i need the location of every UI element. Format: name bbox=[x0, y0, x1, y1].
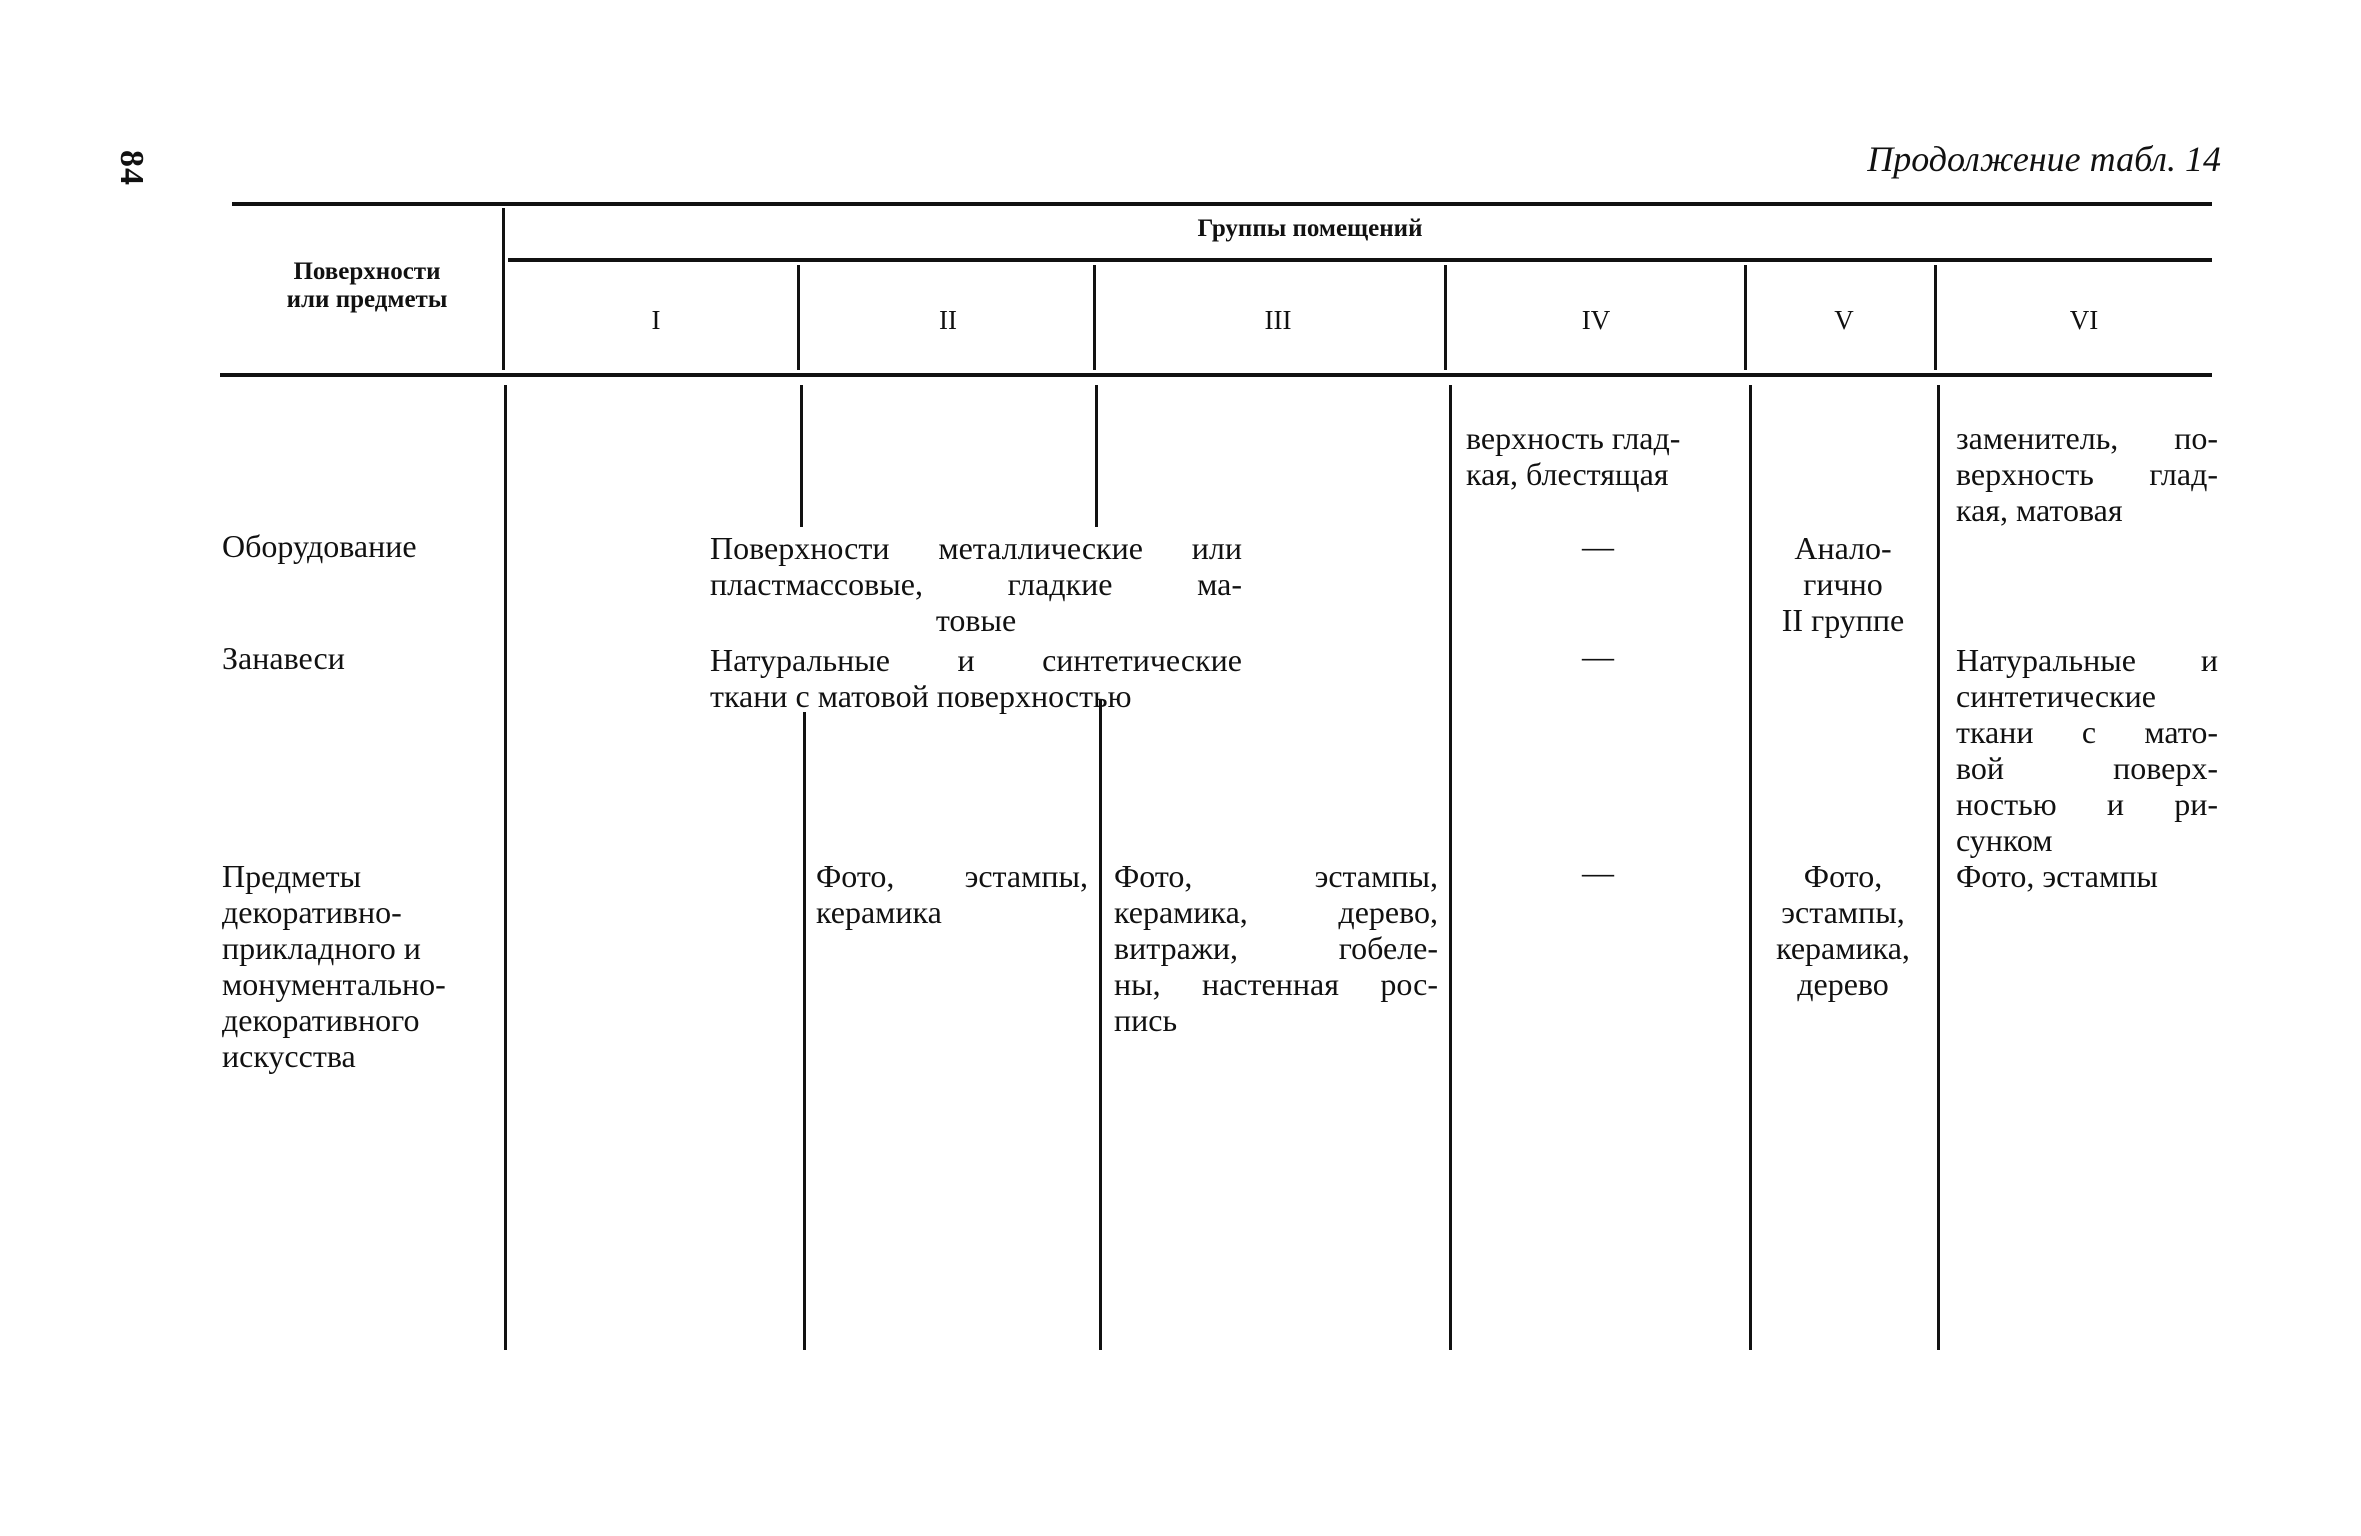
cell-decorative-group3 bbox=[1114, 858, 1438, 1038]
cell-line: Анало- bbox=[1794, 530, 1892, 566]
cell-line: Фото, bbox=[1803, 858, 1883, 894]
body-col-divider bbox=[1449, 385, 1452, 1350]
cell-line: ны, настенная рос- bbox=[1114, 966, 1438, 1002]
cell-line: верхность глад- bbox=[1466, 420, 1681, 456]
header-group-4: IV bbox=[1581, 305, 1611, 335]
header-group-1: I bbox=[651, 305, 661, 335]
cell-line: пись bbox=[1114, 1002, 1178, 1038]
cell-equipment-groups-1-3 bbox=[710, 530, 1242, 638]
header-line: или предметы bbox=[286, 285, 448, 313]
header-bottom-rule bbox=[220, 373, 2212, 377]
cell-line: верхность глад- bbox=[1956, 456, 2218, 492]
cell-group6-continuation bbox=[1956, 420, 2218, 528]
cell-curtains-group4: — bbox=[1582, 638, 1614, 674]
table-top-rule bbox=[232, 202, 2212, 206]
cell-line: вой поверх- bbox=[1956, 750, 2218, 786]
cell-curtains-group6 bbox=[1956, 642, 2218, 858]
cell-line: дерево bbox=[1797, 966, 1889, 1002]
cell-line: Фото, эстампы, bbox=[1114, 858, 1438, 894]
cell-group4-continuation bbox=[1466, 420, 1736, 492]
cell-decorative-group2 bbox=[816, 858, 1088, 930]
cell-line: кая, матовая bbox=[1956, 492, 2123, 528]
body-col-divider bbox=[1099, 700, 1102, 1350]
cell-line: прикладного и bbox=[222, 930, 421, 966]
row-label-equipment: Оборудование bbox=[222, 528, 417, 564]
header-col-divider bbox=[1444, 265, 1447, 370]
cell-line: заменитель, по- bbox=[1956, 420, 2218, 456]
cell-line: синтетические bbox=[1956, 678, 2156, 714]
table-continuation-label: Продолжение табл. 14 bbox=[1867, 139, 2221, 179]
header-col-divider bbox=[502, 208, 505, 370]
header-group-2: II bbox=[939, 305, 957, 335]
cell-line: Фото, эстампы bbox=[1956, 858, 2158, 894]
cell-decorative-group4: — bbox=[1582, 854, 1614, 890]
cell-line: ткани с мато- bbox=[1956, 714, 2218, 750]
cell-line: эстампы, bbox=[1781, 894, 1905, 930]
cell-line: ткани с матовой поверхностью bbox=[710, 678, 1132, 714]
header-col-divider bbox=[1744, 265, 1747, 370]
cell-line: Фото, эстампы, bbox=[816, 858, 1088, 894]
header-line: Поверхности bbox=[293, 258, 441, 285]
cell-line: керамика, bbox=[1776, 930, 1910, 966]
cell-line: Предметы bbox=[222, 858, 362, 894]
cell-line: керамика bbox=[816, 894, 942, 930]
header-col-divider bbox=[1934, 265, 1937, 370]
cell-line: сунком bbox=[1956, 822, 2053, 858]
page-number: 84 bbox=[113, 150, 150, 186]
cell-line: II группе bbox=[1781, 602, 1905, 638]
cell-line: керамика, дерево, bbox=[1114, 894, 1438, 930]
cell-line: Натуральные и синтетические bbox=[710, 642, 1242, 678]
group-header-rule bbox=[508, 258, 2212, 262]
cell-line: искусства bbox=[222, 1038, 356, 1074]
cell-equipment-group4: — bbox=[1582, 528, 1614, 564]
header-group-3: III bbox=[1264, 305, 1292, 335]
header-col-divider bbox=[797, 265, 800, 370]
cell-line: монументально- bbox=[222, 966, 446, 1002]
header-group-6: VI bbox=[2069, 305, 2099, 335]
header-room-groups: Группы помещений bbox=[1197, 215, 1423, 242]
header-col-divider bbox=[1093, 265, 1096, 370]
cell-line: пластмассовые, гладкие ма- bbox=[710, 566, 1242, 602]
cell-line: витражи, гобеле- bbox=[1114, 930, 1438, 966]
cell-line: гично bbox=[1803, 566, 1883, 602]
cell-line: Натуральные и bbox=[1956, 642, 2218, 678]
body-col-divider bbox=[1937, 385, 1940, 1350]
body-col-divider bbox=[803, 712, 806, 1350]
row-label-decorative-art bbox=[222, 858, 502, 1074]
cell-line: кая, блестящая bbox=[1466, 456, 1669, 492]
cell-decorative-group5 bbox=[1752, 858, 1934, 1002]
row-label-curtains: Занавеси bbox=[222, 640, 345, 676]
body-col-divider bbox=[504, 385, 507, 1350]
cell-decorative-group6 bbox=[1956, 858, 2218, 894]
body-col-divider bbox=[800, 385, 803, 527]
cell-line: товые bbox=[935, 602, 1017, 638]
cell-line: декоративного bbox=[222, 1002, 420, 1038]
cell-curtains-groups-1-3 bbox=[710, 642, 1242, 714]
cell-equipment-group5 bbox=[1752, 530, 1934, 638]
header-surfaces-objects bbox=[232, 258, 502, 313]
body-col-divider bbox=[1095, 385, 1098, 527]
cell-line: Поверхности металлические или bbox=[710, 530, 1242, 566]
cell-line: декоративно- bbox=[222, 894, 402, 930]
header-group-5: V bbox=[1834, 305, 1854, 335]
cell-line: ностью и ри- bbox=[1956, 786, 2218, 822]
